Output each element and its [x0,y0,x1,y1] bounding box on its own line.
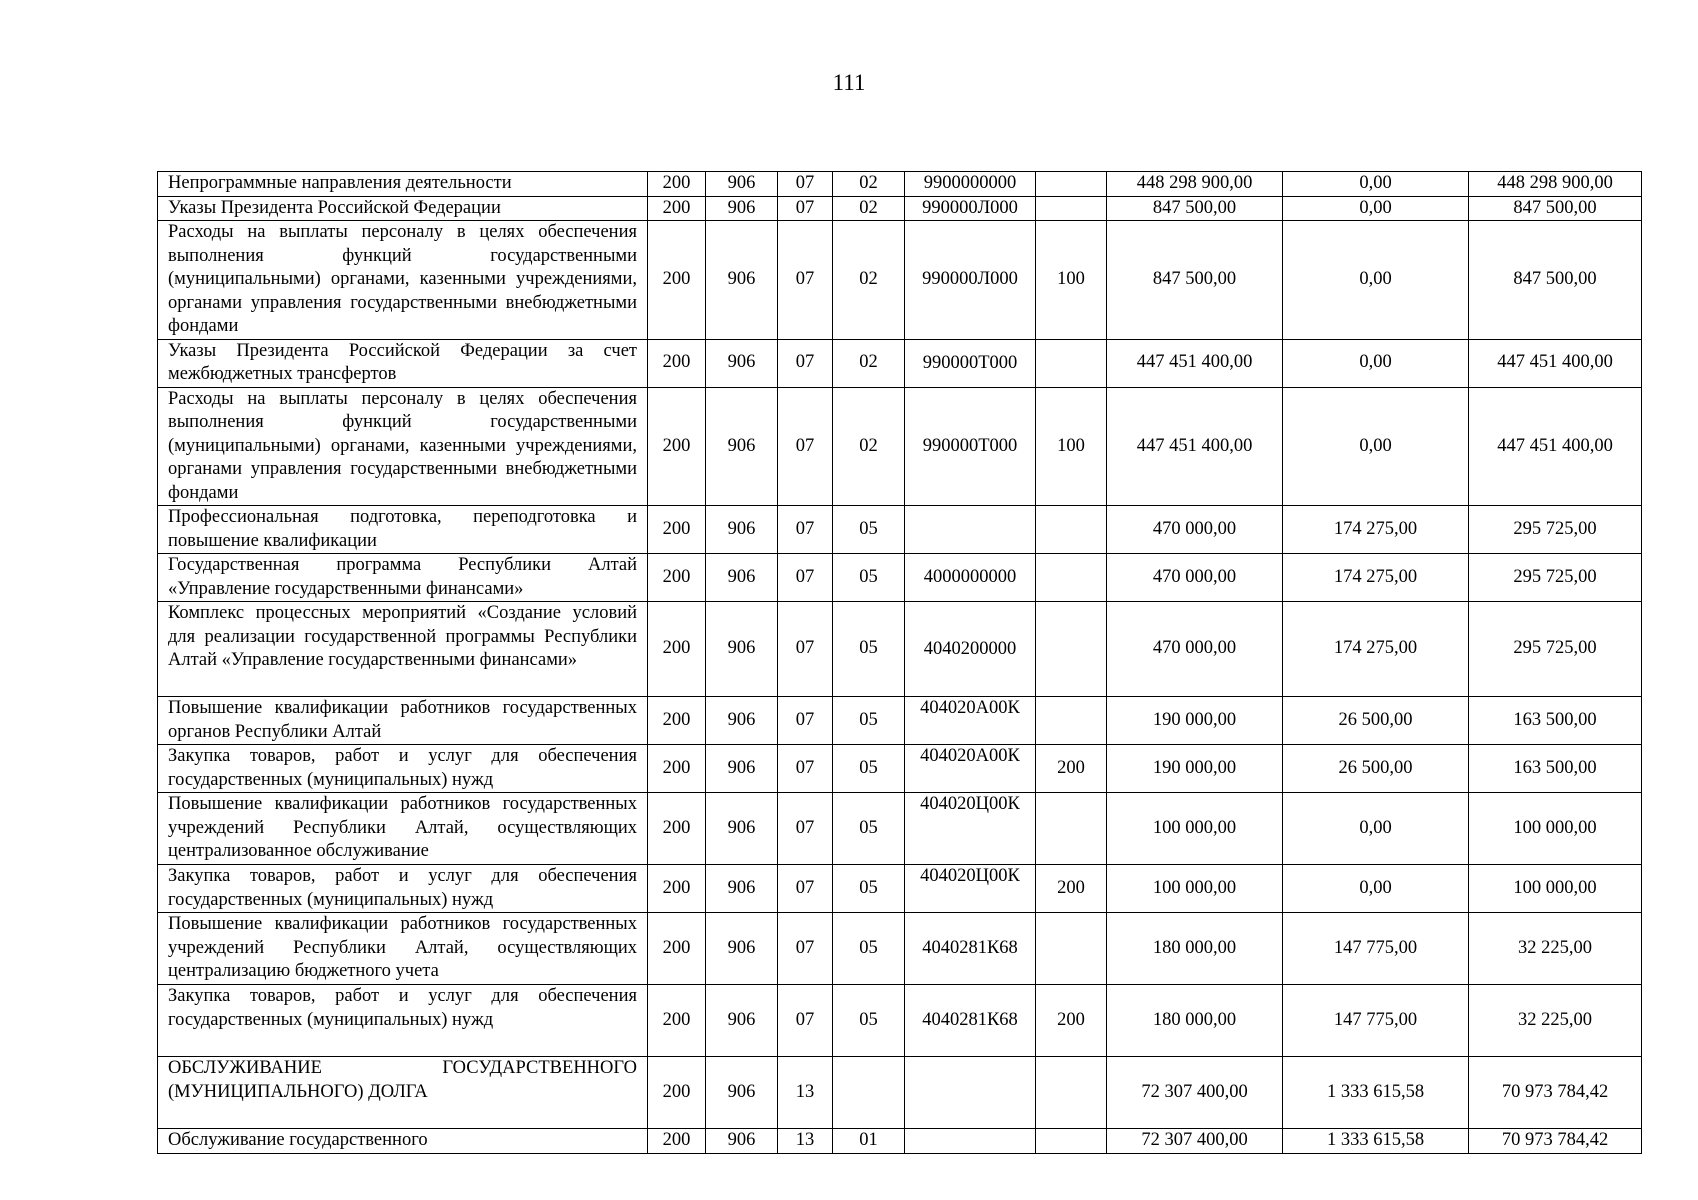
cell-gr: 200 [648,1129,706,1154]
cell-ved: 906 [706,196,778,221]
cell-exec: 147 775,00 [1283,913,1469,985]
cell-name: Закупка товаров, работ и услуг для обеспечения государственных (муниципальных) нужд [158,985,648,1057]
cell-vr: 100 [1036,387,1107,506]
cell-csr [905,506,1036,554]
cell-exec: 26 500,00 [1283,745,1469,793]
cell-name: Государственная программа Республики Алтай «Управление государственными финансами» [158,554,648,602]
cell-rz: 07 [778,196,833,221]
cell-pr: 02 [833,196,905,221]
cell-gr: 200 [648,196,706,221]
cell-plan: 470 000,00 [1107,554,1283,602]
cell-vr [1036,196,1107,221]
cell-rest: 100 000,00 [1469,865,1642,913]
table-row [158,221,1642,340]
cell-rz: 07 [778,793,833,865]
cell-pr: 05 [833,745,905,793]
cell-rz: 07 [778,554,833,602]
cell-csr: 990000Т000 [905,387,1036,506]
cell-gr: 200 [648,221,706,340]
cell-vr: 200 [1036,865,1107,913]
cell-name: Повышение квалификации работников государственных учреждений Республики Алтай, осуществляющих централизованное обслуживание [158,793,648,865]
cell-rz: 07 [778,506,833,554]
cell-exec: 174 275,00 [1283,554,1469,602]
table-row [158,793,1642,865]
cell-pr: 02 [833,221,905,340]
table-row [158,1057,1642,1129]
table-row [158,865,1642,913]
cell-exec: 147 775,00 [1283,985,1469,1057]
table-row [158,602,1642,697]
cell-name: ОБСЛУЖИВАНИЕ ГОСУДАРСТВЕННОГО (МУНИЦИПАЛЬНОГО) ДОЛГА [158,1057,648,1129]
cell-pr: 02 [833,387,905,506]
table-row [158,554,1642,602]
cell-csr: 404020Ц00К [905,793,1036,865]
cell-plan: 447 451 400,00 [1107,339,1283,387]
cell-vr [1036,339,1107,387]
cell-plan: 448 298 900,00 [1107,172,1283,197]
cell-csr: 4040281К68 [905,913,1036,985]
cell-rest: 295 725,00 [1469,602,1642,697]
cell-rest: 847 500,00 [1469,221,1642,340]
cell-pr: 05 [833,793,905,865]
cell-ved: 906 [706,221,778,340]
table-row [158,697,1642,745]
table-row [158,913,1642,985]
cell-ved: 906 [706,745,778,793]
cell-name: Непрограммные направления деятельности [158,172,648,197]
cell-ved: 906 [706,387,778,506]
cell-vr [1036,172,1107,197]
cell-ved: 906 [706,1057,778,1129]
cell-vr [1036,1129,1107,1154]
cell-pr: 05 [833,506,905,554]
cell-rz: 07 [778,865,833,913]
table-row [158,506,1642,554]
cell-plan: 100 000,00 [1107,793,1283,865]
table-row [158,745,1642,793]
cell-plan: 100 000,00 [1107,865,1283,913]
cell-pr: 05 [833,697,905,745]
cell-ved: 906 [706,1129,778,1154]
cell-gr: 200 [648,1057,706,1129]
cell-csr: 9900000000 [905,172,1036,197]
cell-name: Закупка товаров, работ и услуг для обеспечения государственных (муниципальных) нужд [158,745,648,793]
cell-exec: 0,00 [1283,196,1469,221]
cell-rest: 847 500,00 [1469,196,1642,221]
cell-exec: 0,00 [1283,339,1469,387]
cell-rz: 07 [778,697,833,745]
cell-gr: 200 [648,339,706,387]
cell-csr: 4040200000 [905,602,1036,697]
cell-plan: 72 307 400,00 [1107,1129,1283,1154]
cell-plan: 180 000,00 [1107,985,1283,1057]
cell-plan: 470 000,00 [1107,602,1283,697]
cell-exec: 174 275,00 [1283,602,1469,697]
cell-vr [1036,1057,1107,1129]
cell-vr [1036,793,1107,865]
cell-rz: 07 [778,985,833,1057]
cell-pr: 02 [833,172,905,197]
page-number: 111 [832,70,866,95]
cell-name: Указы Президента Российской Федерации [158,196,648,221]
cell-rz: 07 [778,172,833,197]
cell-rz: 13 [778,1129,833,1154]
cell-gr: 200 [648,865,706,913]
cell-gr: 200 [648,554,706,602]
cell-gr: 200 [648,745,706,793]
cell-rz: 07 [778,745,833,793]
cell-csr: 990000Л000 [905,221,1036,340]
cell-vr [1036,697,1107,745]
cell-exec: 0,00 [1283,387,1469,506]
cell-csr: 4040281К68 [905,985,1036,1057]
cell-name: Расходы на выплаты персоналу в целях обеспечения выполнения функций государственными (муниципальными) органами, казенными учреждениями, органами управления государственными внебюджетными фондами [158,387,648,506]
cell-pr: 05 [833,602,905,697]
cell-rz: 13 [778,1057,833,1129]
cell-pr [833,1057,905,1129]
cell-rest: 70 973 784,42 [1469,1129,1642,1154]
cell-pr: 05 [833,913,905,985]
cell-ved: 906 [706,865,778,913]
cell-rest: 163 500,00 [1469,697,1642,745]
cell-ved: 906 [706,913,778,985]
cell-ved: 906 [706,985,778,1057]
cell-rest: 100 000,00 [1469,793,1642,865]
cell-csr: 404020А00К [905,697,1036,745]
cell-rest: 295 725,00 [1469,554,1642,602]
cell-exec: 0,00 [1283,172,1469,197]
cell-rest: 448 298 900,00 [1469,172,1642,197]
cell-gr: 200 [648,172,706,197]
cell-pr: 05 [833,865,905,913]
cell-rz: 07 [778,339,833,387]
cell-plan: 447 451 400,00 [1107,387,1283,506]
cell-csr: 990000Л000 [905,196,1036,221]
cell-exec: 0,00 [1283,221,1469,340]
cell-name: Профессиональная подготовка, переподготовка и повышение квалификации [158,506,648,554]
cell-pr: 01 [833,1129,905,1154]
cell-ved: 906 [706,506,778,554]
cell-name: Повышение квалификации работников государственных учреждений Республики Алтай, осуществляющих централизацию бюджетного учета [158,913,648,985]
cell-pr: 05 [833,985,905,1057]
cell-rest: 163 500,00 [1469,745,1642,793]
cell-ved: 906 [706,172,778,197]
cell-plan: 470 000,00 [1107,506,1283,554]
cell-csr [905,1129,1036,1154]
cell-pr: 05 [833,554,905,602]
cell-plan: 180 000,00 [1107,913,1283,985]
cell-plan: 72 307 400,00 [1107,1057,1283,1129]
table-row [158,387,1642,506]
cell-gr: 200 [648,697,706,745]
cell-csr: 404020А00К [905,745,1036,793]
table-body [158,172,1642,1154]
cell-ved: 906 [706,793,778,865]
cell-csr: 4000000000 [905,554,1036,602]
cell-gr: 200 [648,913,706,985]
cell-rz: 07 [778,221,833,340]
table-row [158,339,1642,387]
cell-rest: 70 973 784,42 [1469,1057,1642,1129]
table-row [158,172,1642,197]
cell-ved: 906 [706,554,778,602]
budget-table [157,171,1642,1154]
table-row [158,985,1642,1057]
cell-plan: 190 000,00 [1107,745,1283,793]
cell-rest: 447 451 400,00 [1469,387,1642,506]
cell-exec: 26 500,00 [1283,697,1469,745]
cell-vr [1036,506,1107,554]
cell-vr [1036,913,1107,985]
table-row [158,1129,1642,1154]
cell-name: Комплекс процессных мероприятий «Создание условий для реализации государственной программы Республики Алтай «Управление государственными финансами» [158,602,648,697]
cell-rest: 32 225,00 [1469,985,1642,1057]
cell-plan: 190 000,00 [1107,697,1283,745]
cell-csr: 990000Т000 [905,339,1036,387]
cell-gr: 200 [648,506,706,554]
cell-plan: 847 500,00 [1107,196,1283,221]
cell-vr: 200 [1036,985,1107,1057]
cell-rest: 32 225,00 [1469,913,1642,985]
cell-gr: 200 [648,793,706,865]
cell-name: Повышение квалификации работников государственных органов Республики Алтай [158,697,648,745]
cell-rest: 447 451 400,00 [1469,339,1642,387]
cell-rz: 07 [778,602,833,697]
cell-ved: 906 [706,339,778,387]
cell-vr: 100 [1036,221,1107,340]
cell-plan: 847 500,00 [1107,221,1283,340]
cell-gr: 200 [648,387,706,506]
cell-name: Указы Президента Российской Федерации за счет межбюджетных трансфертов [158,339,648,387]
cell-ved: 906 [706,602,778,697]
cell-ved: 906 [706,697,778,745]
cell-csr: 404020Ц00К [905,865,1036,913]
cell-gr: 200 [648,602,706,697]
cell-vr [1036,554,1107,602]
cell-name: Закупка товаров, работ и услуг для обеспечения государственных (муниципальных) нужд [158,865,648,913]
cell-pr: 02 [833,339,905,387]
cell-csr [905,1057,1036,1129]
cell-exec: 1 333 615,58 [1283,1057,1469,1129]
cell-name: Обслуживание государственного [158,1129,648,1154]
cell-rz: 07 [778,913,833,985]
cell-gr: 200 [648,985,706,1057]
cell-exec: 174 275,00 [1283,506,1469,554]
cell-name: Расходы на выплаты персоналу в целях обеспечения выполнения функций государственными (муниципальными) органами, казенными учреждениями, органами управления государственными внебюджетными фондами [158,221,648,340]
cell-vr [1036,602,1107,697]
table-row [158,196,1642,221]
cell-vr: 200 [1036,745,1107,793]
cell-exec: 0,00 [1283,865,1469,913]
cell-rest: 295 725,00 [1469,506,1642,554]
cell-rz: 07 [778,387,833,506]
cell-exec: 0,00 [1283,793,1469,865]
cell-exec: 1 333 615,58 [1283,1129,1469,1154]
